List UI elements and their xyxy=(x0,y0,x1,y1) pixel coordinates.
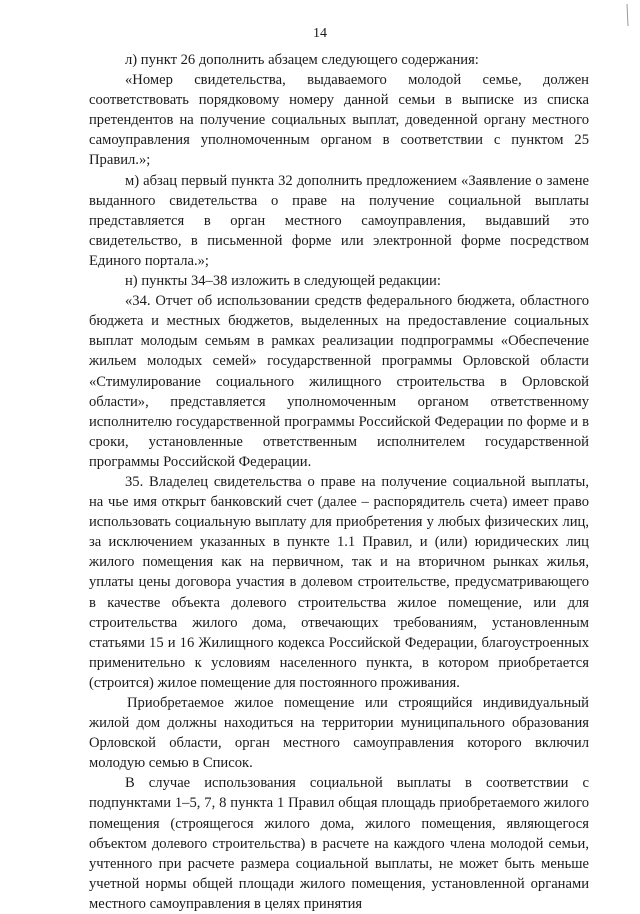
paragraph-item-n: н) пункты 34–38 изложить в следующей редакции: xyxy=(125,273,441,290)
paragraph-quote-svidetelstvo-number: «Номер свидетельства, выдаваемого молодой семье, должен соответствовать порядковому номеру данной семьи в выписке из списка претендентов на получение социальных выплат, доведенной органу местного самоуправления уполномоченным органом в соответствии с пунктом 25 Правил.»; xyxy=(89,72,589,169)
page-number: 14 xyxy=(313,26,327,41)
paragraph-item-l: л) пункт 26 дополнить абзацем следующего содержания: xyxy=(125,52,479,68)
paragraph-clause-34: «34. Отчет об использовании средств федерального бюджета, областного бюджета и местных бюджетов, выделенных на предоставление социальных выплат молодым семьям в рамках реализации подпрограммы «Обеспечение жильем молодых семей» государственной программы Орловской области «Стимулирование социального жилищного строительства в Орловской области», представляется уполномоченным органом ответственному исполнителю государственной программы Российской Федерации по форме и в сроки, установленные ответственным исполнителем государственной программы Российской Федерации. xyxy=(89,293,589,470)
paragraph-area-requirement: В случае использования социальной выплаты в соответствии с подпунктами 1–5, 7, 8 пункта 1 Правил общая площадь приобретаемого жилого помещения (строящегося жилого дома, жилого помещения, являющегося объектом долевого строительства) в расчете на каждого члена молодой семьи, учтенного при расчете размера социальной выплаты, не может быть меньше учетной нормы общей площади жилого помещения, установленной органами местного самоуправления в целях принятия xyxy=(89,775,589,912)
paragraph-item-m: м) абзац первый пункта 32 дополнить предложением «Заявление о замене выданного свидетельства о праве на получение социальной выплаты представляется в орган местного самоуправления, выдавший это свидетельство, в письменной форме или электронной форме посредством Единого портала.»; xyxy=(89,172,589,269)
paragraph-housing-location: Приобретаемое жилое помещение или строящийся индивидуальный жилой дом должны находиться на территории муниципального образования Орловской области, орган местного самоуправления которого включил молодую семью в Список. xyxy=(89,695,589,772)
document-body xyxy=(89,50,589,914)
scan-edge-mark xyxy=(624,4,630,26)
paragraph-clause-35: 35. Владелец свидетельства о праве на получение социальной выплаты, на чье имя открыт банковский счет (далее – распорядитель счета) имеет право использовать социальную выплату для приобретения у любых физических лиц, за исключением указанных в пункте 1.1 Правил, и (или) юридических лиц жилого помещения как на первичном, так и на вторичном рынках жилья, уплаты цены договора участия в долевом строительстве, предусматривающего в качестве объекта долевого строительства жилое помещение, или для строительства жилого дома, отвечающих требованиям, установленным статьями 15 и 16 Жилищного кодекса Российской Федерации, благоустроенных применительно к условиям населенного пункта, в котором приобретается (строится) жилое помещение для постоянного проживания. xyxy=(89,473,589,691)
